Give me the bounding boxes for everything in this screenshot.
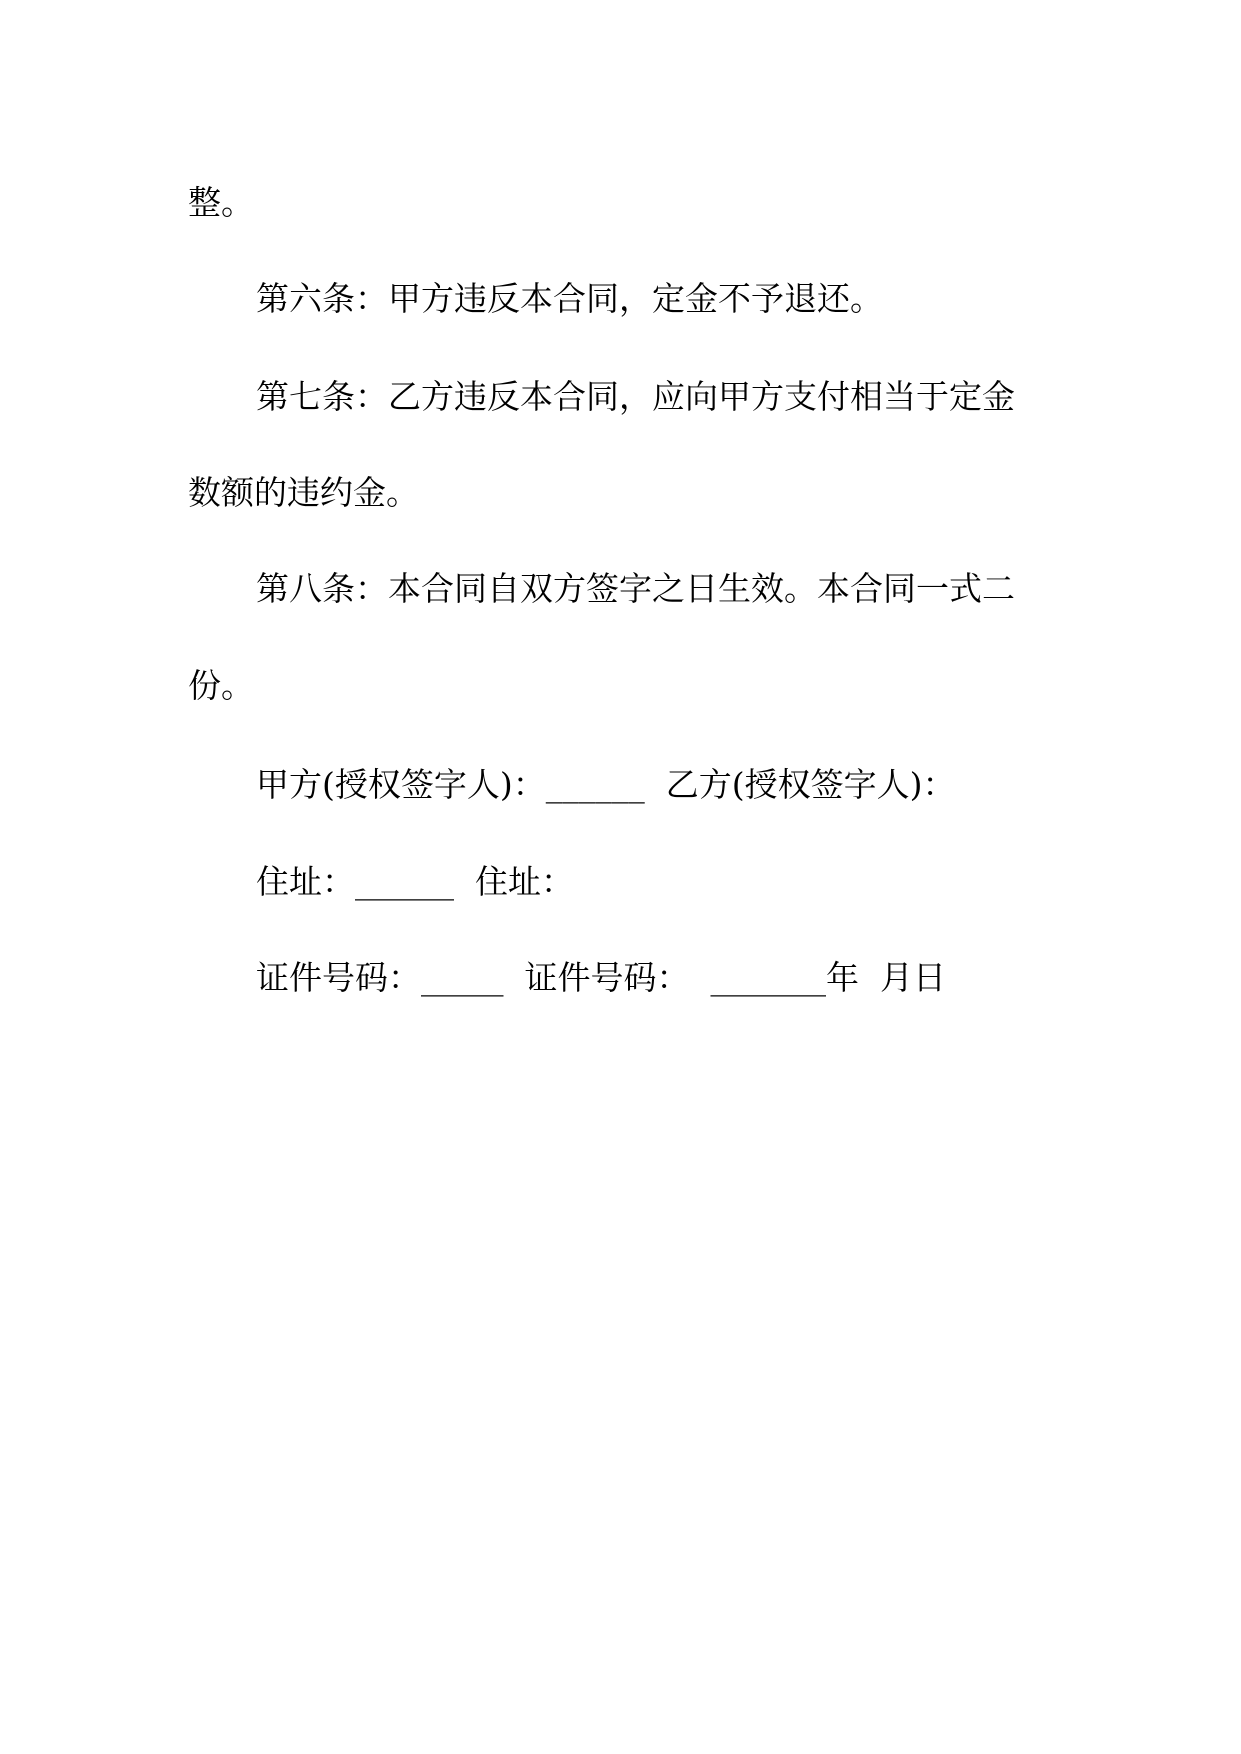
clause-five-continuation: 整。	[188, 183, 254, 222]
address-line: 住址：______ 住址：	[256, 862, 574, 901]
signatories-line: 甲方(授权签字人)：______ 乙方(授权签字人)：	[256, 765, 956, 804]
clause-eight-line-1: 第八条：本合同自双方签字之日生效。本合同一式二	[256, 569, 1015, 608]
id-number-date-line: 证件号码：_____ 证件号码： _______年 月日	[256, 958, 946, 997]
clause-seven-line-1: 第七条：乙方违反本合同，应向甲方支付相当于定金	[256, 377, 1015, 416]
clause-eight-line-2: 份。	[188, 666, 254, 705]
clause-six: 第六条：甲方违反本合同，定金不予退还。	[256, 279, 883, 318]
clause-seven-line-2: 数额的违约金。	[188, 473, 419, 512]
